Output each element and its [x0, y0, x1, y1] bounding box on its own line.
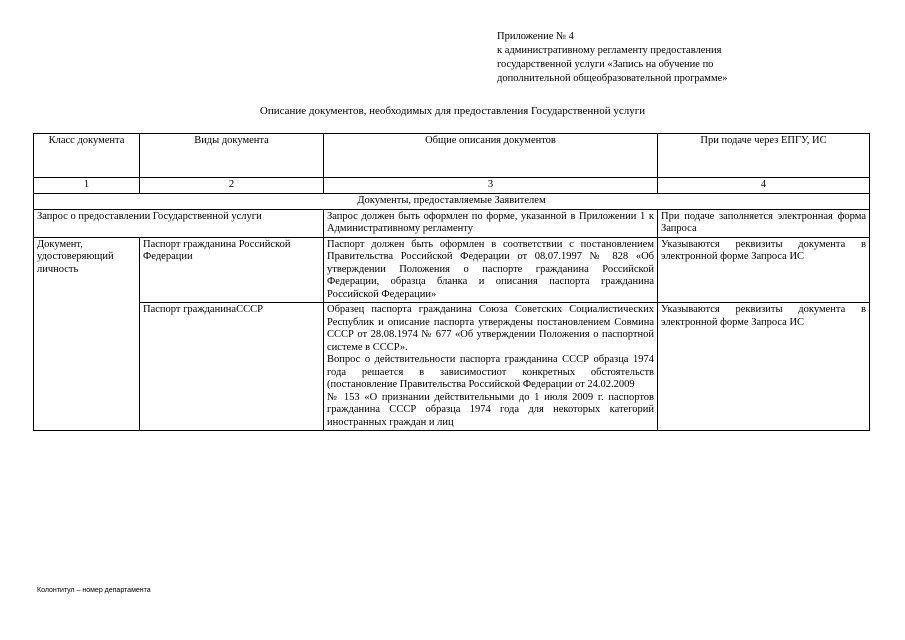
appendix-line: к административному регламенту предоставления: [497, 45, 722, 56]
header-types: Виды документа: [140, 134, 324, 178]
appendix-line: Приложение № 4: [497, 31, 574, 42]
table-row: [34, 237, 870, 303]
request-class: Запрос о предоставлении Государственной услуги: [34, 209, 324, 237]
request-description: Запрос должен быть оформлен по форме, указанной в Приложении 1 к Административному регламенту: [324, 209, 658, 237]
identity-class: Документ, удостоверяющий личность: [34, 237, 140, 431]
header-class: Класс документа: [34, 134, 140, 178]
column-number: 1: [34, 178, 140, 194]
header-descriptions: Общие описания документов: [324, 134, 658, 178]
identity-epgu: Указываются реквизиты документа в электронной форме Запроса ИС: [658, 237, 870, 303]
column-number-row: [34, 178, 870, 194]
identity-type: Паспорт гражданинаСССР: [140, 303, 324, 431]
identity-epgu: Указываются реквизиты документа в электронной форме Запроса ИС: [658, 303, 870, 431]
request-epgu: При подаче заполняется электронная форма Запроса: [658, 209, 870, 237]
documents-table: [33, 133, 870, 431]
section-row: [34, 194, 870, 210]
section-title: Документы, предоставляемые Заявителем: [34, 194, 870, 210]
appendix-line: дополнительной общеобразовательной программе»: [497, 73, 728, 84]
identity-type: Паспорт гражданина Российской Федерации: [140, 237, 324, 303]
column-number: 3: [324, 178, 658, 194]
description-paragraph: Образец паспорта гражданина Союза Советских Социалистических Республик и описание паспорта утверждены постановлением Совмина СССР от 28.08.1974 № 677 «Об утверждении Положения о паспортной системе в СССР».: [327, 304, 654, 353]
identity-description: Паспорт должен быть оформлен в соответствии с постановлением Правительства Российской Федерации от 08.07.1997 № 828 «Об утверждении Положения о паспорте гражданина Российской Федерации, образца бланка и описания паспорта гражданина Российской Федерации»: [324, 237, 658, 303]
description-paragraph: № 153 «О признании действительными до 1 июля 2009 г. паспортов гражданина СССР образца 1974 года для некоторых категорий иностранных граждан и лиц: [327, 391, 654, 428]
table-header-row: [34, 134, 870, 178]
table-row: [34, 209, 870, 237]
column-number: 4: [658, 178, 870, 194]
identity-description: [324, 303, 658, 431]
column-number: 2: [140, 178, 324, 194]
document-title: Описание документов, необходимых для предоставления Государственной услуги: [259, 105, 646, 117]
header-epgu: При подаче через ЕПГУ, ИС: [658, 134, 870, 178]
description-paragraph: Вопрос о действительности паспорта гражданина СССР образца 1974 года решается в зависимостиот конкретных обстоятельств (постановление Правительства Российской Федерации от 24.02.2009: [327, 354, 654, 390]
appendix-header: [497, 30, 797, 86]
appendix-line: государственной услуги «Запись на обучение по: [497, 59, 714, 70]
page-footer: Колонтитул – номер департамента: [37, 587, 151, 594]
table-row: [34, 303, 870, 431]
